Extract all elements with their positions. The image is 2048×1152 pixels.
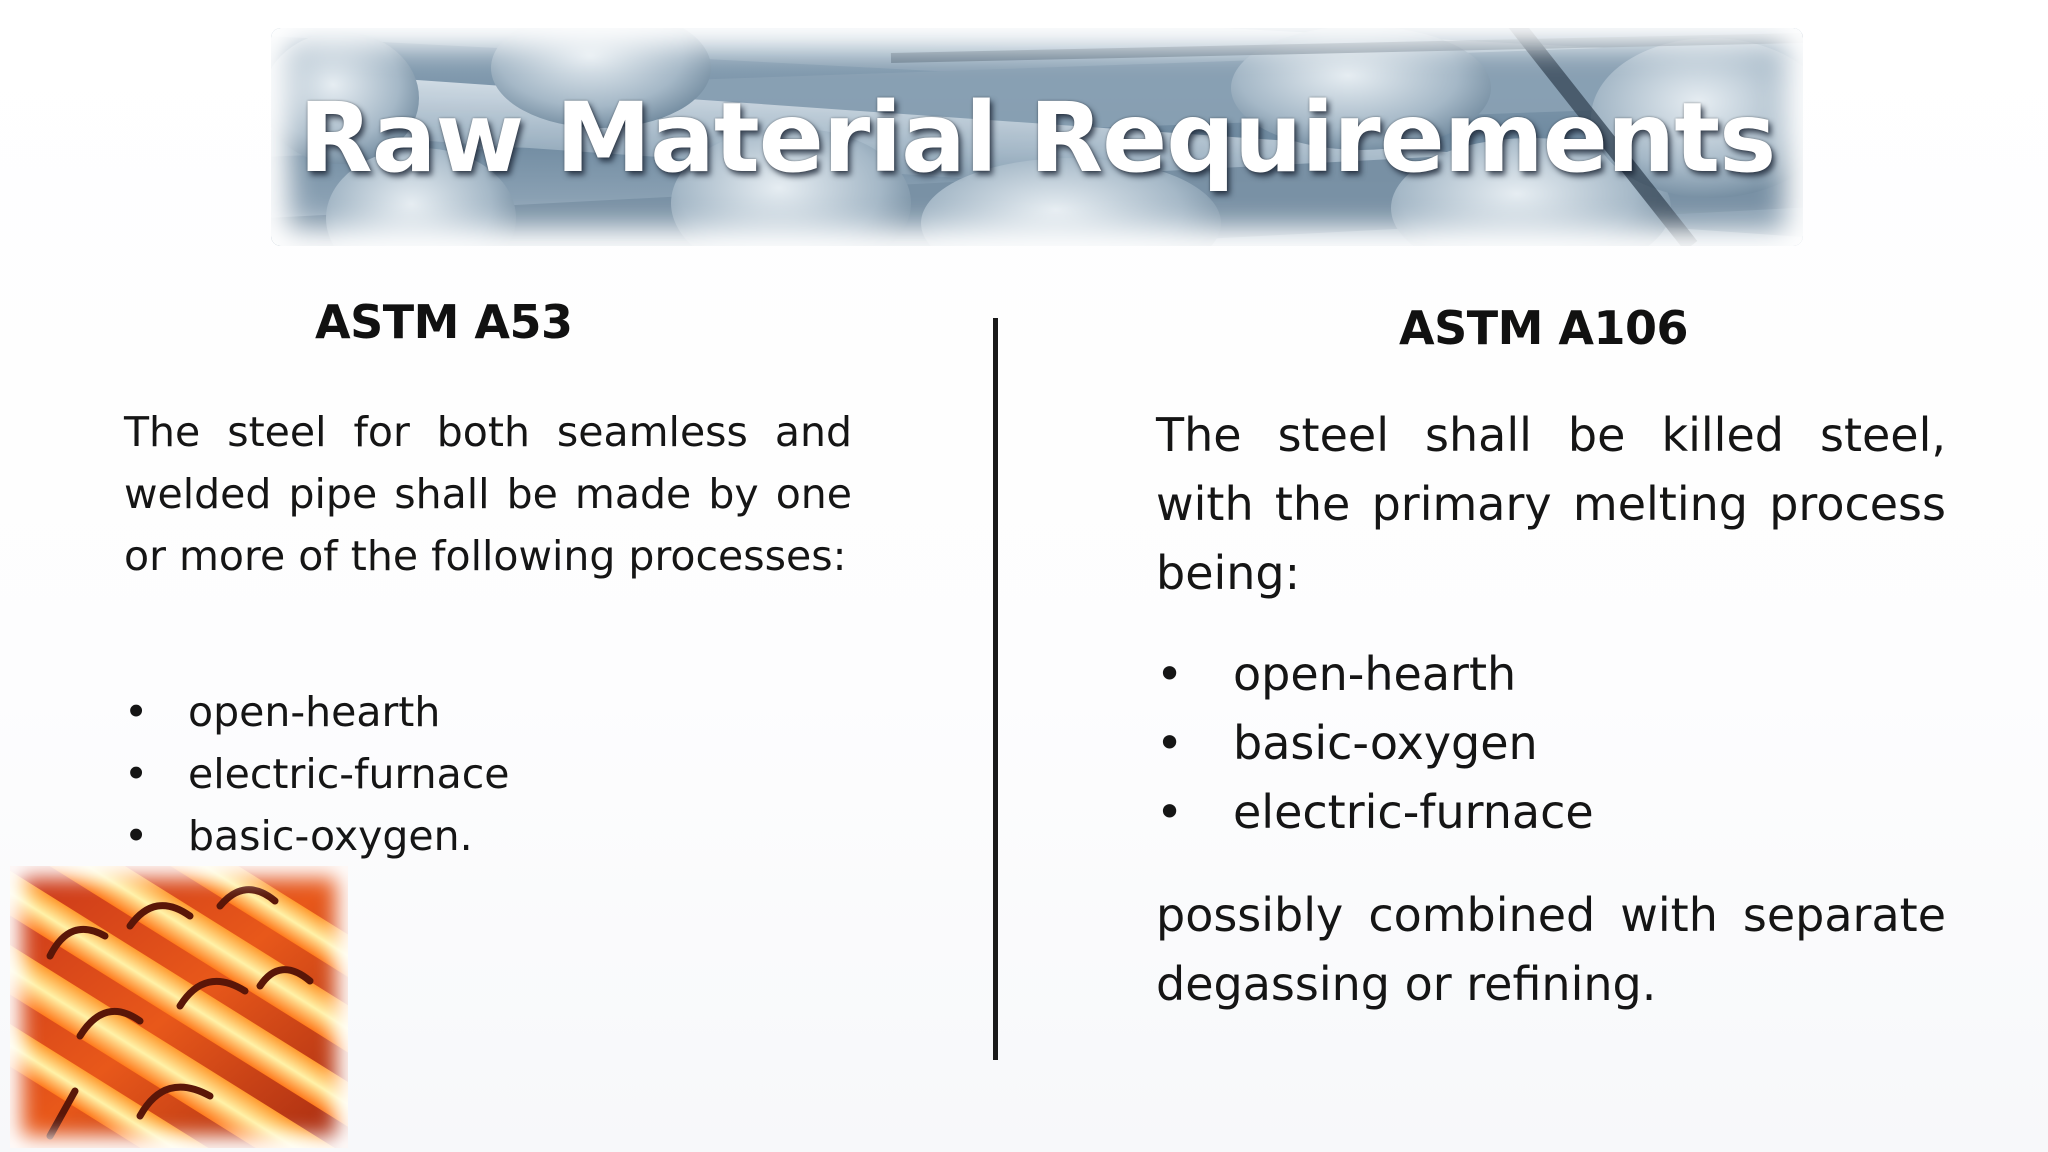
- list-item: [1156, 640, 1594, 709]
- heading-astm-a53: ASTM A53: [315, 295, 573, 349]
- bullet-icon: •: [124, 688, 149, 736]
- list-item: [124, 681, 509, 743]
- list-item: [1156, 778, 1594, 847]
- process-label: basic-oxygen.: [188, 812, 473, 860]
- slide-title: Raw Material Requirements: [298, 82, 1776, 194]
- a53-process-list: [124, 681, 509, 867]
- bullet-icon: •: [1156, 785, 1184, 839]
- heading-astm-a106: ASTM A106: [1399, 301, 1689, 355]
- hot-steel-rods-graphic: [10, 866, 348, 1148]
- list-item: [124, 743, 509, 805]
- bullet-icon: •: [1156, 647, 1184, 701]
- list-item: [1156, 709, 1594, 778]
- a106-process-list: [1156, 640, 1594, 847]
- a106-paragraph: The steel shall be killed steel, with the primary melting process being:: [1156, 408, 1946, 600]
- bullet-icon: •: [1156, 716, 1184, 770]
- title-banner: [271, 28, 1803, 246]
- process-label: basic-oxygen: [1233, 716, 1538, 770]
- a106-closing-paragraph: possibly combined with separate degassing or refining.: [1156, 888, 1946, 1011]
- list-item: [124, 805, 509, 867]
- process-label: electric-furnace: [188, 750, 510, 798]
- a53-paragraph: The steel for both seamless and welded pipe shall be made by one or more of the following processes:: [124, 408, 852, 580]
- process-label: open-hearth: [1233, 647, 1517, 701]
- process-label: open-hearth: [188, 688, 441, 736]
- process-label: electric-furnace: [1233, 785, 1594, 839]
- bullet-icon: •: [124, 750, 149, 798]
- hot-steel-image: [10, 866, 348, 1148]
- bullet-icon: •: [124, 812, 149, 860]
- column-divider: [993, 318, 998, 1060]
